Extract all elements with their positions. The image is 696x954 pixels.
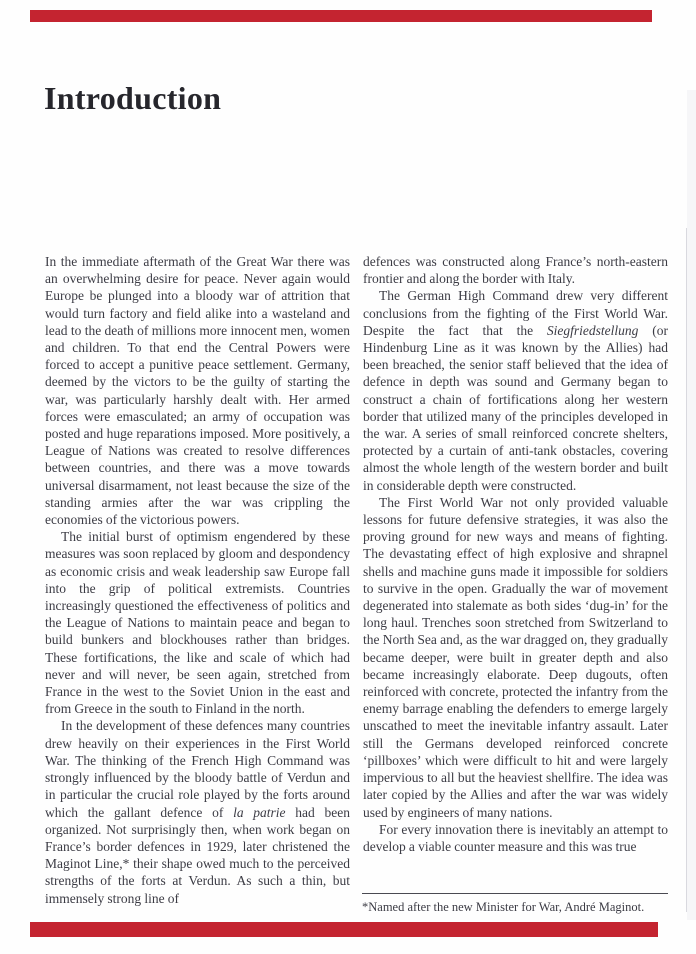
paragraph (363, 821, 668, 855)
text-segment: In the development of these defences many countries drew heavily on their experiences in the First World War. The thinking of the French High Command was strongly influenced by the bloody battle of Verdun and in particular the crucial role played by the forts around which the gallant defence of (45, 718, 350, 820)
footnote (362, 893, 668, 915)
italic-phrase: la patrie (233, 804, 286, 820)
top-page-edge-band (30, 10, 652, 22)
paragraph (45, 717, 350, 906)
italic-phrase: Siegfriedstellung (546, 322, 639, 338)
paragraph (45, 253, 350, 528)
paragraph (363, 287, 668, 493)
footnote-divider (362, 893, 668, 894)
body-text (45, 253, 668, 907)
text-segment: The German High Command drew very different conclusions from the fighting of the First World War. Despite the fact that the (363, 288, 668, 338)
text-segment: (or Hindenburg Line as it was known by the Allies) had been breached, the senior staff believed that the idea of defence in depth was sound and Germany began to construct a chain of fortifications along her western border that utilized many of the principles developed in the war. A series of small reinforced concrete shelters, protected by a curtain of anti-tank obstacles, covering almost the whole length of the western border and built in considerable depth were constructed. (363, 322, 668, 493)
left-column (45, 253, 350, 907)
page-edge-strip (687, 90, 696, 920)
paragraph (363, 494, 668, 821)
footnote-text: *Named after the new Minister for War, André Maginot. (362, 900, 645, 914)
text-segment: defences was constructed along France’s north-eastern frontier and along the border with Italy. (363, 254, 668, 287)
text-segment: had been organized. Not surprisingly then, when work began on France’s border defences in 1929, later christened the Maginot Line,* their shape owed much to the perceived strengths of the forts at Verdun. As such a thin, but immensely strong line of (45, 804, 350, 906)
text-segment: The initial burst of optimism engendered by these measures was soon replaced by gloom and despondency as economic crisis and weak leadership saw Europe fall into the grip of political extremists. Countries increasingly questioned the effectiveness of politics and the League of Nations to maintain peace and began to build bunkers and blockhouses rather than bridges. These fortifications, the like and scale of which had never and will never, be seen again, stretched from France in the west to the Soviet Union in the east and from Greece in the south to Finland in the north. (45, 529, 350, 717)
right-column (363, 253, 668, 907)
text-segment: The First World War not only provided valuable lessons for future defensive strategies, it was also the proving ground for new ways and means of fighting. The devastating effect of high explosive and shrapnel shells and machine guns made it impossible for soldiers to survive in the open. Gradually the war of movement degenerated into stalemate as both sides ‘dug-in’ for the long haul. Trenches soon stretched from Switzerland to the North Sea and, as the war dragged on, they gradually became deeper, were built in greater depth and also became increasingly elaborate. Deep dugouts, often reinforced with concrete, protected the infantry from the enemy barrage enabling the defenders to emerge largely unscathed to meet the inevitable infantry assault. Later still the Germans developed reinforced concrete ‘pillboxes’ which were difficult to hit and were largely impervious to all but the heaviest shellfire. The idea was later copied by the Allies and after the war was widely used by engineers of many nations. (363, 494, 668, 820)
text-segment: In the immediate aftermath of the Great War there was an overwhelming desire for peace. Never again would Europe be plunged into a bloody war of attrition that would turn factory and field alike into a wasteland and lead to the death of millions more innocent men, women and children. To that end the Central Powers were forced to accept a punitive peace settlement. Germany, deemed by the victors to be the guilty of starting the war, was particularly harshly dealt with. Her armed forces were emasculated; an army of occupation was posted and huge reparations imposed. More positively, a League of Nations was created to resolve differences between countries, and there was a move towards universal disarmament, not least because the size of the standing armies after the war was crippling the economies of the victorious powers. (45, 254, 350, 528)
paragraph (45, 528, 350, 717)
page-edge-shadow (686, 228, 687, 912)
bottom-page-edge-band (30, 922, 658, 937)
page-title: Introduction (44, 80, 222, 116)
text-segment: For every innovation there is inevitably an attempt to develop a viable counter measure and this was true (363, 821, 668, 854)
paragraph (363, 253, 668, 287)
